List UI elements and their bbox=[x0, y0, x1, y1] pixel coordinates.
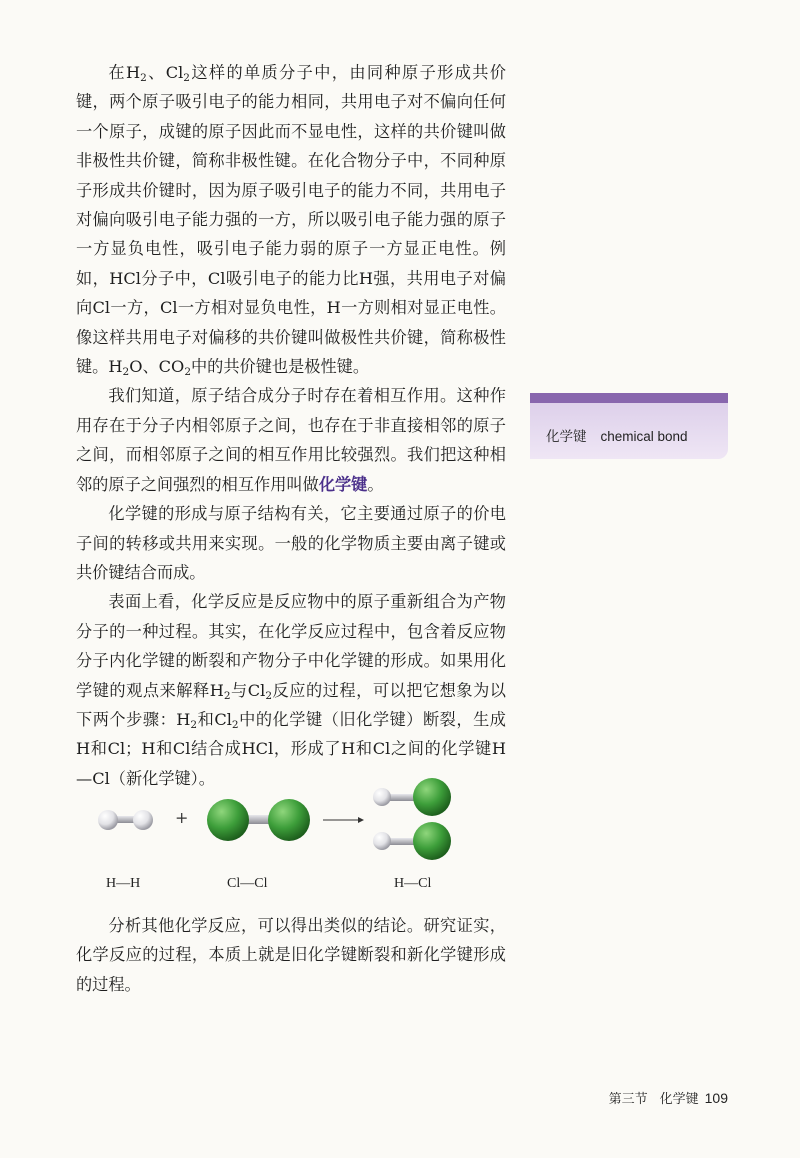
molecule-illustration bbox=[80, 768, 500, 878]
glossary-margin-note bbox=[530, 393, 728, 459]
chlorine-atom bbox=[268, 799, 310, 841]
page-footer bbox=[560, 1088, 728, 1107]
main-text-column bbox=[76, 58, 506, 793]
hydrogen-atom bbox=[373, 788, 391, 806]
glossary-term-english: chemical bond bbox=[600, 429, 688, 444]
reaction-figure bbox=[80, 768, 500, 898]
reaction-arrow bbox=[323, 817, 364, 823]
label-hcl: H—Cl bbox=[394, 876, 432, 891]
footer-title: 化学键 bbox=[659, 1091, 699, 1106]
hcl-molecule bbox=[373, 778, 451, 816]
label-h2: H—H bbox=[106, 876, 141, 891]
h2-molecule bbox=[98, 810, 153, 830]
plus-sign: + bbox=[175, 808, 189, 827]
chlorine-atom bbox=[413, 778, 451, 816]
glossary-term-chinese: 化学键 bbox=[546, 429, 587, 444]
page-number: 109 bbox=[704, 1090, 728, 1106]
paragraph-conclusion: 分析其他化学反应，可以得出类似的结论。研究证实，化学反应的过程，本质上就是旧化学键断裂和新化学键形成的过程。 bbox=[76, 916, 506, 994]
hydrogen-atom bbox=[98, 810, 118, 830]
paragraph-reaction-process: 表面上看，化学反应是反应物中的原子重新组合为产物分子的一种过程。其实，在化学反应过程中，包含着反应物分子内化学键的断裂和产物分子中化学键的形成。如果用化学键的观点来解释$H_2$与$Cl_2$反应的过程，可以把它想象为以下两个步骤：$H_2$和$Cl_2$中的化学键（旧化学键）断裂，生成H和Cl；H和Cl结合成HCl，形成了H和Cl之间的化学键H—Cl（新化学键）。 bbox=[76, 592, 506, 788]
hydrogen-atom bbox=[373, 832, 391, 850]
hcl-molecule bbox=[373, 822, 451, 860]
paragraph-chemical-bond-definition: 我们知道，原子结合成分子时存在着相互作用。这种作用存在于分子内相邻原子之间，也存在于非直接相邻的原子之间，而相邻原子之间的相互作用比较强烈。我们把这种相邻的原子之间强烈的相互作用叫做化学键。 bbox=[76, 386, 506, 494]
conclusion-text bbox=[76, 911, 506, 999]
hydrogen-atom bbox=[133, 810, 153, 830]
paragraph-bond-formation: 化学键的形成与原子结构有关，它主要通过原子的价电子间的转移或共用来实现。一般的化学物质主要由离子键或共价键结合而成。 bbox=[76, 504, 506, 582]
keyword-chemical-bond: 化学键 bbox=[318, 474, 368, 494]
footer-section: 第三节 bbox=[608, 1091, 648, 1106]
label-cl2: Cl—Cl bbox=[227, 876, 268, 891]
cl2-molecule bbox=[207, 799, 310, 841]
chlorine-atom bbox=[413, 822, 451, 860]
chlorine-atom bbox=[207, 799, 249, 841]
paragraph-polar-bonds: 在$H_2$、$Cl_2$这样的单质分子中，由同种原子形成共价键，两个原子吸引电子的能力相同，共用电子对不偏向任何一个原子，成键的原子因此而不显电性，这样的共价键叫做非极性共价键，简称非极性键。在化合物分子中，不同种原子形成共价键时，因为原子吸引电子的能力不同，共用电子对偏向吸引电子能力强的一方，所以吸引电子能力强的原子一方显负电性，吸引电子能力弱的原子一方显正电性。例如，HCl分子中，Cl吸引电子的能力比H强，共用电子对偏向Cl一方，Cl一方相对显负电性，H一方则相对显正电性。像这样共用电子对偏移的共价键叫做极性共价键，简称极性键。$H_2O$、$CO_2$中的共价键也是极性键。 bbox=[76, 63, 506, 379]
